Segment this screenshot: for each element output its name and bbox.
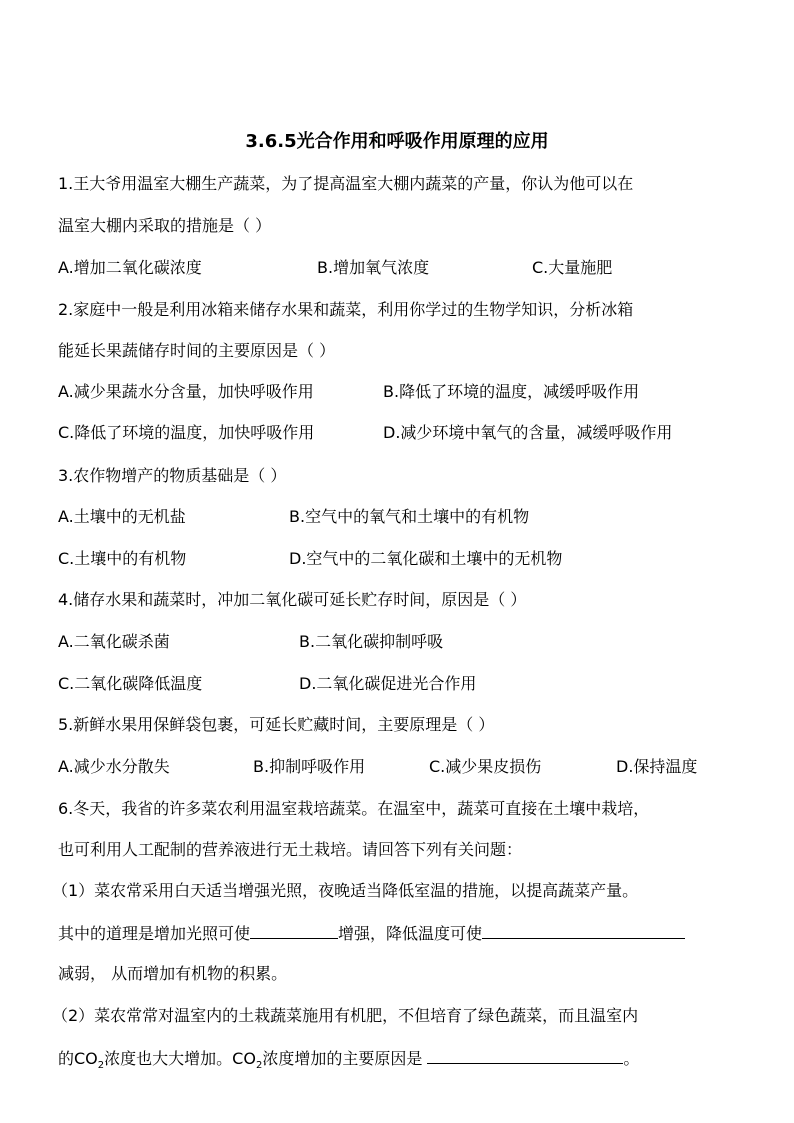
q5-option-c: C.减少果皮损伤 xyxy=(429,757,542,776)
q6-part1-text-b: 增强，降低温度可使 xyxy=(338,924,483,943)
q2-option-a: A.减少果蔬水分含量，加快呼吸作用 xyxy=(58,382,314,401)
q4-stem: 4.储存水果和蔬菜时，冲加二氧化碳可延长贮存时间，原因是（ ） xyxy=(58,590,527,609)
q6-part2-line2 xyxy=(58,1047,639,1077)
q6-part2-text-a: 的CO xyxy=(58,1049,98,1068)
answer-blank-3[interactable] xyxy=(427,1047,623,1064)
q3-stem: 3.农作物增产的物质基础是（ ） xyxy=(58,466,287,485)
co2-subscript: 2 xyxy=(255,1060,263,1072)
q1-option-a: A.增加二氧化碳浓度 xyxy=(58,258,202,277)
q3-option-a: A.土壤中的无机盐 xyxy=(58,507,186,526)
q5-option-a: A.减少水分散失 xyxy=(58,757,170,776)
q6-stem-line2: 也可利用人工配制的营养液进行无土栽培。请回答下列有关问题： xyxy=(58,840,523,859)
q1-option-c: C.大量施肥 xyxy=(532,258,613,277)
q5-stem: 5.新鲜水果用保鲜袋包裹，可延长贮藏时间，主要原理是（ ） xyxy=(58,715,495,734)
q2-option-b: B.降低了环境的温度，减缓呼吸作用 xyxy=(383,382,640,401)
q4-option-d: D.二氧化碳促进光合作用 xyxy=(299,674,477,693)
q2-option-c: C.降低了环境的温度，加快呼吸作用 xyxy=(58,423,315,442)
q1-option-b: B.增加氧气浓度 xyxy=(317,258,430,277)
q5-option-b: B.抑制呼吸作用 xyxy=(253,757,366,776)
q6-part2-line1: （2）菜农常常对温室内的土栽蔬菜施用有机肥，不但培育了绿色蔬菜，而且温室内 xyxy=(52,1006,639,1025)
q4-option-c: C.二氧化碳降低温度 xyxy=(58,674,203,693)
answer-blank-2[interactable] xyxy=(482,922,685,939)
q4-option-a: A.二氧化碳杀菌 xyxy=(58,632,170,651)
co2-subscript: 2 xyxy=(97,1060,105,1072)
q4-option-b: B.二氧化碳抑制呼吸 xyxy=(299,632,444,651)
q6-part2-end: 。 xyxy=(623,1049,640,1068)
q6-part1-text-a: 其中的道理是增加光照可使 xyxy=(58,924,251,943)
q1-stem-line1: 1.王大爷用温室大棚生产蔬菜，为了提高温室大棚内蔬菜的产量，你认为他可以在 xyxy=(58,174,634,193)
q6-part1-line3: 减弱， 从而增加有机物的积累。 xyxy=(58,964,288,983)
q2-stem-line1: 2.家庭中一般是利用冰箱来储存水果和蔬菜，利用你学过的生物学知识，分析冰箱 xyxy=(58,300,634,319)
q6-part1-line2 xyxy=(58,922,685,945)
q2-stem-line2: 能延长果蔬储存时间的主要原因是（ ） xyxy=(58,341,336,360)
q3-option-d: D.空气中的二氧化碳和土壤中的无机物 xyxy=(289,549,563,568)
q2-option-d: D.减少环境中氧气的含量，减缓呼吸作用 xyxy=(383,423,673,442)
answer-blank-1[interactable] xyxy=(250,922,338,939)
q1-stem-line2: 温室大棚内采取的措施是（ ） xyxy=(58,216,272,235)
q6-part2-text-b: 浓度也大大增加。CO xyxy=(104,1049,256,1068)
q6-part2-text-c: 浓度增加的主要原因是 xyxy=(262,1049,428,1068)
page-title: 3.6.5光合作用和呼吸作用原理的应用 xyxy=(245,131,549,152)
q3-option-c: C.土壤中的有机物 xyxy=(58,549,187,568)
q3-option-b: B.空气中的氧气和土壤中的有机物 xyxy=(289,507,530,526)
q6-stem-line1: 6.冬天，我省的许多菜农利用温室栽培蔬菜。在温室中，蔬菜可直接在土壤中栽培， xyxy=(58,799,650,818)
q6-part1-line1: （1）菜农常采用白天适当增强光照，夜晚适当降低室温的措施，以提高蔬菜产量。 xyxy=(52,881,639,900)
q5-option-d: D.保持温度 xyxy=(616,757,698,776)
